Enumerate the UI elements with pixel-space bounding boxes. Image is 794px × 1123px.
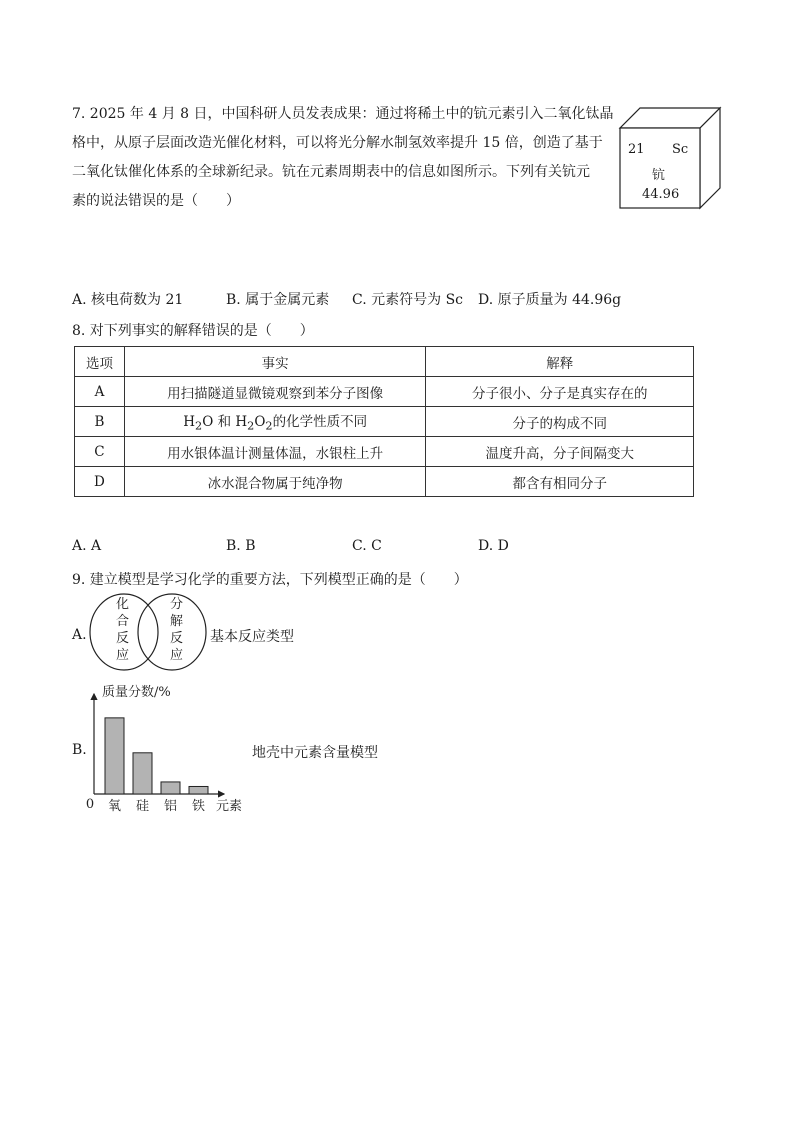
row-option: C (75, 437, 125, 467)
y-axis-label: 质量分数/% (102, 685, 171, 700)
question-9-title: 9. 建立模型是学习化学的重要方法，下列模型正确的是（ ） (72, 572, 468, 588)
question-7-stem (72, 100, 612, 216)
venn-caption: 基本反应类型 (210, 629, 294, 645)
bar (189, 786, 208, 794)
row-option: B (75, 407, 125, 437)
x-tick-label: 氧 (107, 799, 122, 814)
x-tick-label: 铝 (163, 799, 178, 814)
option-a-label[interactable]: A. (72, 627, 87, 643)
x-tick-label: 铁 (191, 799, 206, 814)
row-fact: 用水银体温计测量体温，水银柱上升 (124, 437, 426, 467)
bar (161, 782, 180, 794)
table-row (75, 437, 694, 467)
element-name: 钪 (652, 168, 666, 183)
row-explanation: 分子很小、分子是真实存在的 (426, 377, 694, 407)
row-fact: 冰水混合物属于纯净物 (124, 467, 426, 497)
option-d[interactable]: D. D (478, 538, 509, 554)
question-7-line: 格中，从原子层面改造光催化材料，可以将光分解水制氢效率提升 15 倍，创造了基于 (72, 135, 603, 151)
origin-label: 0 (85, 797, 95, 812)
row-option: A (75, 377, 125, 407)
option-b[interactable]: B. 属于金属元素 (226, 292, 330, 308)
question-7-options (72, 289, 712, 309)
header-option: 选项 (75, 347, 125, 377)
facts-table (74, 346, 694, 497)
question-7-line: 7. 2025 年 4 月 8 日，中国科研人员发表成果：通过将稀土中的钪元素引入二氧化钛晶 (72, 106, 614, 122)
venn-circles (86, 592, 210, 672)
option-c[interactable]: C. C (352, 538, 382, 554)
element-symbol: Sc (672, 142, 689, 157)
table-row (75, 407, 694, 437)
x-tick-label: 硅 (135, 799, 150, 814)
option-d[interactable]: D. 原子质量为 44.96g (478, 292, 622, 308)
row-fact: 用扫描隧道显微镜观察到苯分子图像 (124, 377, 426, 407)
question-7-line: 素的说法错误的是（ ） (72, 193, 240, 209)
question-7-line: 二氧化钛催化体系的全球新纪录。钪在元素周期表中的信息如图所示。下列有关钪元 (72, 164, 590, 180)
option-b[interactable]: B. B (226, 538, 256, 554)
option-c[interactable]: C. 元素符号为 Sc (352, 292, 463, 308)
question-8-title: 8. 对下列事实的解释错误的是（ ） (72, 323, 314, 339)
table-header-row (75, 347, 694, 377)
header-fact: 事实 (124, 347, 426, 377)
row-explanation: 都含有相同分子 (426, 467, 694, 497)
bar (105, 718, 124, 794)
option-a[interactable]: A. 核电荷数为 21 (72, 292, 184, 308)
bar (133, 753, 152, 794)
venn-right-label: 分 解 反 应 (170, 597, 184, 663)
option-a[interactable]: A. A (72, 538, 102, 554)
table-row (75, 467, 694, 497)
row-explanation: 分子的构成不同 (426, 407, 694, 437)
atomic-number: 21 (628, 142, 645, 157)
row-explanation: 温度升高，分子间隔变大 (426, 437, 694, 467)
option-b-label[interactable]: B. (72, 742, 87, 758)
element-card (616, 104, 726, 212)
chart-caption: 地壳中元素含量模型 (252, 745, 378, 761)
table-row (75, 377, 694, 407)
venn-diagram (86, 592, 210, 672)
atomic-mass: 44.96 (642, 187, 680, 202)
venn-left-label: 化 合 反 应 (116, 597, 130, 663)
crust-element-chart (84, 682, 264, 816)
x-axis-label: 元素 (215, 799, 243, 814)
header-explanation: 解释 (426, 347, 694, 377)
question-8-options (72, 538, 712, 558)
row-fact: $H_2O$ 和 $H_2O_2$的化学性质不同 (124, 407, 426, 437)
bar-chart-svg (84, 682, 264, 816)
row-option: D (75, 467, 125, 497)
